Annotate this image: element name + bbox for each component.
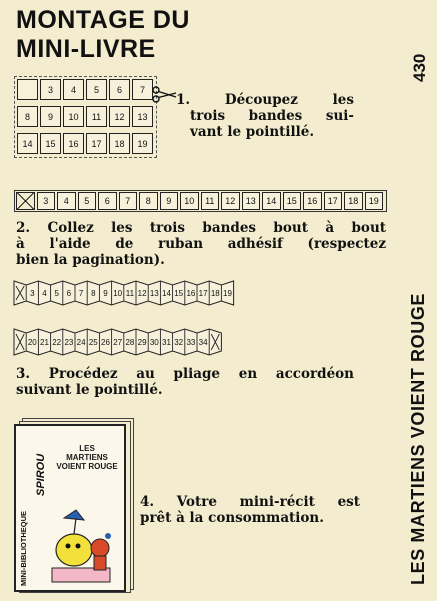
accordion-page-number: 30 — [149, 338, 159, 347]
step-1-line-1: 1. Découpez les — [176, 92, 354, 108]
book-spine-text: MINI-BIBLIOTHEQUE — [19, 511, 28, 586]
strip-page-cell: 6 — [98, 192, 117, 210]
grid-page-cell: 19 — [132, 133, 153, 154]
accordion-page-number: 7 — [78, 289, 84, 298]
accordion-page-number: 26 — [101, 338, 110, 347]
grid-page-cell: 4 — [63, 79, 84, 100]
accordion-page-number: 22 — [52, 338, 62, 347]
grid-page-cell: 3 — [40, 79, 61, 100]
accordion-page-number: 27 — [113, 338, 123, 347]
grid-page-cell: 17 — [86, 133, 107, 154]
step-3-line-1: 3. Procédez au pliage en accordéon — [16, 366, 354, 382]
strip-page-cell: 12 — [221, 192, 240, 210]
step-3-text — [16, 366, 354, 398]
strip-page-cell — [16, 192, 35, 210]
grid-page-cell: 6 — [109, 79, 130, 100]
title-line-2: MINI-LIVRE — [16, 35, 156, 63]
accordion-strip-1 — [12, 278, 242, 310]
book-brand: SPIROU — [35, 453, 47, 496]
strip-page-cell: 13 — [242, 192, 261, 210]
book-cover — [14, 424, 126, 592]
strip-page-cell: 7 — [119, 192, 138, 210]
accordion-page-number: 6 — [66, 289, 72, 298]
accordion-page-number: 24 — [76, 338, 86, 347]
accordion-page-number: 20 — [27, 338, 37, 347]
accordion-page-number: 14 — [162, 289, 171, 298]
accordion-page-number: 12 — [137, 289, 147, 298]
grid-page-cell: 9 — [40, 106, 61, 127]
accordion-page-number: 8 — [91, 289, 96, 298]
mini-book — [12, 418, 134, 594]
accordion-page-number: 4 — [42, 289, 47, 298]
strip-page-cell: 15 — [283, 192, 302, 210]
accordion-page-number: 34 — [198, 338, 208, 347]
accordion-page-number: 25 — [88, 338, 98, 347]
accordion-page-number: 19 — [223, 289, 232, 298]
strip-page-cell: 5 — [78, 192, 97, 210]
book-title — [50, 444, 124, 471]
grid-page-cell: 8 — [17, 106, 38, 127]
strip-page-cell: 10 — [180, 192, 199, 210]
strip-page-cell: 19 — [365, 192, 384, 210]
grid-page-cell: 15 — [40, 133, 61, 154]
step-2-line-2: à l'aide de ruban adhésif (respectez — [16, 236, 386, 252]
book-title-line-2: MARTIENS — [66, 453, 108, 462]
accordion-page-number: 16 — [186, 289, 196, 298]
grid-page-cell: 10 — [63, 106, 84, 127]
grid-page-cell: 7 — [132, 79, 153, 100]
step-4-line-2: prêt à la consommation. — [140, 510, 324, 526]
strip-page-cell: 16 — [303, 192, 322, 210]
step-2-line-1: 2. Collez les trois bandes bout à bout — [16, 220, 386, 236]
accordion-page-number: 33 — [186, 338, 196, 347]
strip-page-cell: 11 — [201, 192, 220, 210]
accordion-page-number: 15 — [174, 289, 184, 298]
side-title: LES MARTIENS VOIENT ROUGE — [408, 292, 428, 585]
grid-page-cell — [17, 79, 38, 100]
step-4-text — [140, 494, 360, 526]
step-4-line-1: 4. Votre mini-récit est — [140, 494, 360, 510]
cover-illustration — [48, 496, 122, 588]
accordion-page-number: 3 — [30, 289, 35, 298]
strip-page-cell: 4 — [57, 192, 76, 210]
accordion-page-number: 13 — [149, 289, 159, 298]
page-number: 430 — [410, 53, 429, 82]
grid-page-cell: 5 — [86, 79, 107, 100]
grid-page-cell: 11 — [86, 106, 107, 127]
accordion-page-number: 17 — [198, 289, 208, 298]
page-title — [16, 6, 190, 64]
grid-page-cell: 16 — [63, 133, 84, 154]
strip-page-cell: 9 — [160, 192, 179, 210]
accordion-page-number: 5 — [54, 289, 59, 298]
title-line-1: MONTAGE DU — [16, 6, 190, 34]
step-1-line-3: vant le pointillé. — [190, 124, 315, 140]
grid-page-cell: 12 — [109, 106, 130, 127]
book-title-line-1: LES — [79, 444, 95, 453]
step-2-text — [16, 220, 386, 268]
accordion-page-number: 28 — [125, 338, 135, 347]
strip-page-cell: 3 — [37, 192, 56, 210]
accordion-page-number: 21 — [40, 338, 49, 347]
accordion-page-number: 10 — [113, 289, 123, 298]
accordion-page-number: 18 — [210, 289, 220, 298]
accordion-page-number: 23 — [64, 338, 74, 347]
grid-page-cell: 13 — [132, 106, 153, 127]
strip-page-cell: 17 — [324, 192, 343, 210]
strip-page-cell: 14 — [262, 192, 281, 210]
accordion-page-number: 31 — [162, 338, 171, 347]
strip-page-cell: 18 — [344, 192, 363, 210]
step-1-text — [176, 92, 354, 140]
grid-page-cell: 18 — [109, 133, 130, 154]
step-2-line-3: bien la pagination). — [16, 252, 165, 268]
grid-page-cell: 14 — [17, 133, 38, 154]
step-1-line-2: trois bandes sui- — [190, 108, 354, 124]
accordion-page-number: 29 — [137, 338, 147, 347]
strip-page-cell: 8 — [139, 192, 158, 210]
step-3-line-2: suivant le pointillé. — [16, 382, 163, 398]
accordion-page-number: 9 — [103, 289, 108, 298]
accordion-page-number: 32 — [174, 338, 184, 347]
accordion-page-number: 11 — [125, 289, 135, 298]
book-title-line-3: VOIENT ROUGE — [56, 462, 118, 471]
accordion-strip-2 — [12, 326, 242, 360]
